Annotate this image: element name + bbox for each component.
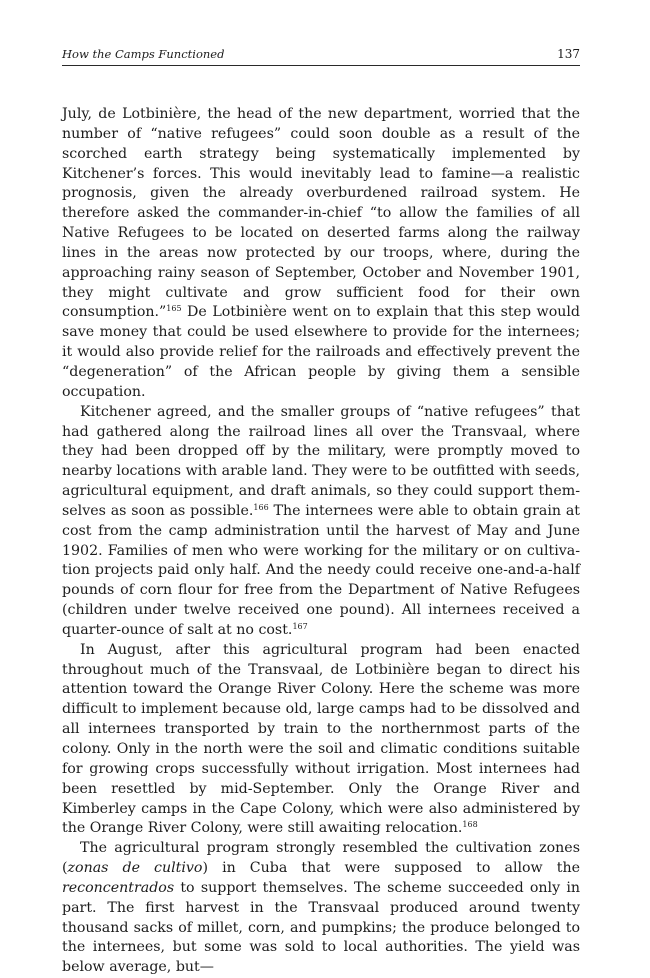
text-run: De Lotbinière went on to explain that this step would save money that could be used elsewhere to provide for the internees; it would also provide relief for the railroads and effectively prevent the “degeneration” of the African people by giving them a sensible occupation. [62, 304, 580, 400]
footnote-reference: 167 [292, 621, 308, 631]
running-title: How the Camps Functioned [62, 47, 225, 61]
page-number: 137 [557, 47, 580, 61]
italic-text: zonas de cultivo [67, 860, 203, 877]
book-page [62, 46, 580, 976]
body-text [62, 105, 580, 978]
text-run: The internees were able to obtain grain at cost from the camp administration until the harvest of May and June 1902. Families of men who were working for the military or on cultivation projects paid only half. And the needy could receive one-and-a-half pounds of corn flour for free from the Department of Native Refugees (children under twelve received one pound). All internees received a quarter-ounce of salt at no cost. [62, 502, 580, 638]
footnote-reference: 165 [166, 304, 182, 314]
paragraph [62, 403, 580, 641]
text-run: In August, after this agricultural program had been enacted throughout much of the Transvaal, de Lotbinière began to direct his attention toward the Orange River Colony. Here the scheme was more difficult to implement because old, large camps had to be dissolved and all internees transported by train to the northernmost parts of the colony. Only in the north were the soil and climatic conditions suitable for growing crops successfully without irrigation. Most internees had been resettled by mid-September. Only the Orange River and Kimberley camps in the Cape Colony, which were also administered by the Orange River Colony, were still awaiting relocation. [62, 641, 580, 837]
text-run: July, de Lotbinière, the head of the new department, worried that the number of “native refugees” could soon double as a result of the scorched earth strategy being systematically implemented by Kitchener’s forces. This would inevitably lead to famine—a realistic prognosis, given the already overburdened railroad system. He therefore asked the commander-in-chief “to allow the families of all Native Refugees to be located on deserted farms along the railway lines in the areas now protected by our troops, where, during the approaching rainy season of September, October and November 1901, they might cultivate and grow sufficient food for their own consumption.” [62, 106, 580, 321]
footnote-reference: 168 [462, 820, 478, 830]
paragraph [62, 839, 580, 978]
italic-text: reconcentrados [62, 879, 175, 896]
text-run: Kitchener agreed, and the smaller groups of “native refugees” that had gathered along the railroad lines all over the Transvaal, where they had been dropped off by the military, were promptly moved to nearby locations with arable land. They were to be outfitted with seeds, agricultural equipment, and draft animals, so they could support themselves as soon as possible. [62, 403, 580, 519]
footnote-reference: 166 [253, 502, 269, 512]
paragraph [62, 641, 580, 839]
text-run: ) in Cuba that were supposed to allow the [202, 860, 580, 877]
text-run: The agricultural program strongly resembled the cultivation zones ( [62, 840, 580, 877]
text-run: to support themselves. The scheme succeeded only in part. The first harvest in the Transvaal produced around twenty thousand sacks of millet, corn, and pumpkins; the produce belonged to the internees, but some was sold to local authorities. The yield was below average, but— [62, 879, 580, 976]
running-header [62, 46, 580, 66]
paragraph [62, 105, 580, 403]
